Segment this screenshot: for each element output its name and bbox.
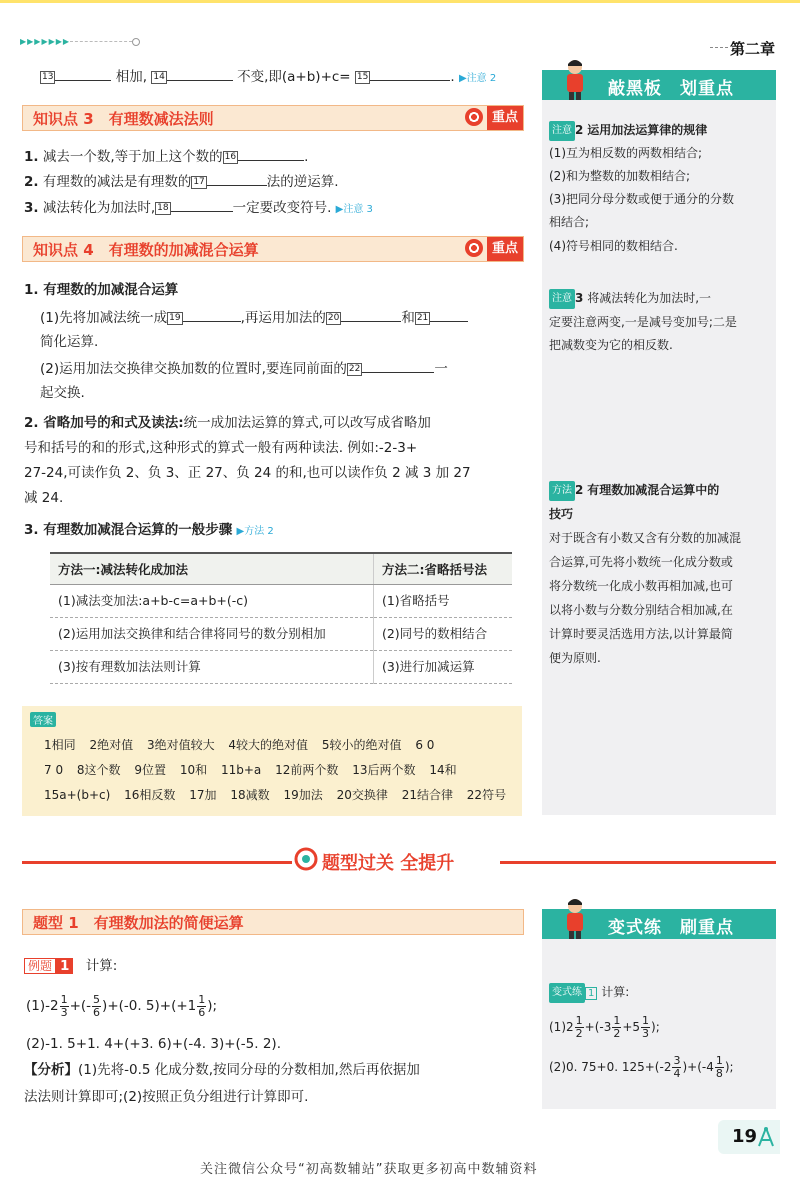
text: (2)运用加法交换律交换加数的位置时,要连同前面的 <box>40 361 347 377</box>
denominator: 2 <box>613 1027 621 1040</box>
note-line: (3)把同分母分数或便于通分的分数 <box>549 192 734 206</box>
section-header-3 <box>22 105 524 131</box>
text: (1)-2 <box>26 998 59 1014</box>
text: 和 <box>401 310 415 326</box>
dashed-divider <box>70 41 132 42</box>
fraction <box>197 994 206 1019</box>
fraction <box>672 1055 681 1080</box>
numerator: 1 <box>715 1054 723 1067</box>
item-number: 1. <box>24 149 39 165</box>
blank-number: 18 <box>157 202 169 213</box>
answer-item: 5较小的绝对值 <box>321 738 402 752</box>
answer-item: 21结合律 <box>401 788 453 802</box>
exercise-1 <box>549 1014 660 1040</box>
rule-item-2 <box>24 172 339 192</box>
text: +(- <box>69 998 92 1014</box>
text: 计算: <box>601 985 630 999</box>
steps-table <box>50 552 512 684</box>
answer-item: 9位置 <box>134 763 167 777</box>
text: 法的逆运算. <box>266 174 339 190</box>
denominator: 2 <box>575 1027 583 1040</box>
fraction <box>612 1015 621 1040</box>
page-number-box <box>718 1120 780 1154</box>
question-2: (2)-1. 5+1. 4+(+3. 6)+(-4. 3)+(-5. 2). <box>26 1036 281 1052</box>
example-title <box>24 956 117 976</box>
answer-item: 10和 <box>179 763 208 777</box>
text: . <box>304 149 309 165</box>
blank-number: 16 <box>224 151 237 162</box>
analysis-line: 法法则计算即可;(2)按照正负分组进行计算即可. <box>24 1089 309 1105</box>
sidebar-header <box>542 909 776 939</box>
text: 不变,即(a+b)+c= <box>237 69 351 85</box>
item-number: 2. <box>24 174 39 190</box>
blank <box>430 321 468 322</box>
sidebar-title: 变式练 刷重点 <box>608 918 734 938</box>
text-line: 号和括号的和的形式,这种形式的算式一般有两种读法. 例如:-2-3+ <box>24 440 418 456</box>
note-tag: 注意 <box>549 289 575 309</box>
fraction <box>575 1015 584 1040</box>
note-reference-link[interactable]: ▶注意 2 <box>458 73 497 84</box>
top-fill-line <box>40 67 496 89</box>
analysis-line <box>24 1060 420 1080</box>
blank-number: 13 <box>42 71 54 82</box>
fraction <box>715 1055 724 1080</box>
table-header: 方法一:减法转化成加法 <box>50 553 373 585</box>
rule-item-3 <box>24 198 373 220</box>
numerator: 1 <box>575 1014 583 1027</box>
sidebar-title: 敲黑板 划重点 <box>608 79 734 99</box>
text: 减法转化为加法时, <box>42 200 156 216</box>
method-title: 有理数加减混合运算中的 <box>587 483 720 497</box>
denominator: 6 <box>198 1005 206 1019</box>
answer-row-2 <box>44 761 467 778</box>
answer-row-3 <box>44 786 516 803</box>
note-line: (2)和为整数的加数相结合; <box>549 169 691 183</box>
text: 有理数的减法是有理数的 <box>42 174 192 190</box>
sidebar-header <box>542 70 776 100</box>
blank-number: 17 <box>193 176 205 187</box>
method-line: 以将小数与分数分别结合相加减,在 <box>549 603 733 617</box>
note-number: 2 <box>575 123 584 137</box>
denominator: 3 <box>642 1027 650 1040</box>
example-number: 1 <box>56 958 73 974</box>
answer-row-1 <box>44 736 444 753</box>
numerator: 1 <box>613 1014 621 1027</box>
note-line: 定要注意两变,一是减号变加号;二是 <box>549 315 737 329</box>
fraction <box>92 994 101 1019</box>
question-1 <box>26 992 217 1020</box>
text-line <box>40 359 448 379</box>
subsection-title: 2. 省略加号的和式及读法: <box>24 415 184 431</box>
denominator: 3 <box>60 1005 68 1019</box>
numerator: 1 <box>60 992 68 1006</box>
top-strip <box>0 0 800 3</box>
table-cell: (3)进行加减运算 <box>373 651 512 684</box>
blank-number: 15 <box>356 71 369 82</box>
blank <box>183 321 241 322</box>
text: (1)先将-0.5 化成分数,按同分母的分数相加,然后再依据加 <box>78 1062 420 1078</box>
blank <box>238 160 304 161</box>
target-icon <box>465 108 483 126</box>
text: (1)2 <box>549 1020 574 1034</box>
numerator: 5 <box>93 992 101 1006</box>
answer-item: 6 0 <box>415 738 435 752</box>
text-line <box>24 520 274 542</box>
exercise-tag: 变式练 <box>549 983 585 1003</box>
item-number: 3. <box>24 200 39 216</box>
answer-item: 20交换律 <box>336 788 388 802</box>
answer-item: 14和 <box>429 763 457 777</box>
text: ); <box>724 1060 734 1074</box>
text: )+(-0. 5)+(+1 <box>102 998 197 1014</box>
type-header-1 <box>22 909 524 935</box>
method-line: 合运算,可先将小数统一化成分数或 <box>549 555 733 569</box>
teacher-icon <box>560 897 590 939</box>
blank <box>55 80 111 81</box>
note-line: (4)符号相同的数相结合. <box>549 239 678 253</box>
answer-item: 4较大的绝对值 <box>228 738 309 752</box>
table-cell: (2)同号的数相结合 <box>373 618 512 651</box>
text-line: 27-24,可读作负 2、负 3、正 27、负 24 的和,也可以读作负 2 减 3 加 27 <box>24 465 471 481</box>
text: ); <box>651 1020 660 1034</box>
footer-text: 关注微信公众号“初高数辅站”获取更多初高中数辅资料 <box>200 1162 538 1177</box>
circle-decoration-icon <box>132 38 140 46</box>
text: (1)先将加减法统一成 <box>40 310 168 326</box>
dashed-divider <box>710 47 728 48</box>
table-cell: (2)运用加法交换律和结合律将同号的数分别相加 <box>50 618 373 651</box>
section-title: 知识点 4 有理数的加减混合运算 <box>33 241 259 259</box>
answer-item: 1相同 <box>44 738 76 752</box>
text: 一定要改变符号. <box>232 200 332 216</box>
method-line: 计算时要灵活选用方法,以计算最简 <box>549 627 733 641</box>
method-number: 2 <box>575 483 584 497</box>
answer-box <box>22 706 522 816</box>
type-title: 题型 1 有理数加法的简便运算 <box>33 914 244 932</box>
note-tag: 注意 <box>549 121 575 141</box>
answer-item: 16相反数 <box>124 788 176 802</box>
banner-title: 题型过关 全提升 <box>322 853 455 874</box>
answer-item: 12前两个数 <box>275 763 339 777</box>
note-line: 把减数变为它的相反数. <box>549 338 673 352</box>
numerator: 1 <box>198 992 206 1006</box>
answer-item: 8这个数 <box>76 763 121 777</box>
note-2-title <box>549 120 707 141</box>
blank-number: 22 <box>348 363 361 374</box>
chapter-title: 第二章 <box>730 40 776 58</box>
fraction <box>641 1015 650 1040</box>
text: )+(-4 <box>682 1060 714 1074</box>
text-line <box>24 413 431 433</box>
blank-number: 19 <box>169 312 181 323</box>
table-row <box>50 618 512 651</box>
note-line: 相结合; <box>549 215 590 229</box>
answer-item: 19加法 <box>283 788 323 802</box>
subsection-title: 3. 有理数加减混合运算的一般步骤 <box>24 522 233 538</box>
text: 统一成加法运算的算式,可以改写成省略加 <box>183 415 431 431</box>
blank <box>341 321 401 322</box>
denominator: 4 <box>673 1067 681 1080</box>
note-title: 运用加法运算律的规律 <box>587 123 708 137</box>
answer-item: 15a+(b+c) <box>44 788 111 802</box>
compass-icon <box>756 1126 776 1148</box>
page-number: 19 <box>732 1126 758 1147</box>
text-line: 简化运算. <box>40 334 99 350</box>
method-tag: 方法 <box>549 481 575 501</box>
denominator: 8 <box>715 1067 723 1080</box>
answer-label: 答案 <box>30 712 56 727</box>
text: +(-3 <box>584 1020 612 1034</box>
blank <box>167 80 233 81</box>
banner-line-right <box>500 861 776 864</box>
key-point-badge: 重点 <box>487 237 523 261</box>
numerator: 1 <box>642 1014 650 1027</box>
text: 一 <box>434 361 448 377</box>
method-title: 技巧 <box>549 507 574 521</box>
blank <box>370 80 450 81</box>
blank-number: 20 <box>327 312 340 323</box>
table-cell: (3)按有理数加法法则计算 <box>50 651 373 684</box>
text: 相加, <box>115 69 148 85</box>
answer-item: 13后两个数 <box>352 763 416 777</box>
text: ,再运用加法的 <box>240 310 326 326</box>
table-cell: (1)省略括号 <box>373 585 512 618</box>
blank <box>171 211 233 212</box>
swirl-icon <box>294 847 318 871</box>
method-2-title <box>549 480 719 501</box>
text: 减去一个数,等于加上这个数的 <box>42 149 223 165</box>
key-point-badge: 重点 <box>487 106 523 130</box>
table-header-row <box>50 553 512 585</box>
text: ); <box>207 998 218 1014</box>
target-icon <box>465 239 483 257</box>
exercise-title <box>549 982 629 1004</box>
note-number: 3 <box>575 291 584 305</box>
text: 计算: <box>85 958 118 974</box>
blank-number: 14 <box>153 71 165 82</box>
banner-line-left <box>22 861 292 864</box>
rule-item-1 <box>24 147 308 167</box>
numerator: 3 <box>673 1054 681 1067</box>
section-title: 知识点 3 有理数减法法则 <box>33 110 214 128</box>
teacher-icon <box>560 58 590 100</box>
answer-item: 3绝对值较大 <box>146 738 215 752</box>
fraction <box>60 994 69 1019</box>
answer-item: 22符号 <box>466 788 507 802</box>
exercise-number: 1 <box>585 987 597 1000</box>
method-line: 将分数统一化成小数再相加减,也可 <box>549 579 733 593</box>
answer-item: 2绝对值 <box>89 738 134 752</box>
answer-item: 18减数 <box>230 788 270 802</box>
example-tag: 例题 <box>24 958 56 974</box>
answer-item: 7 0 <box>44 763 64 777</box>
table-header: 方法二:省略括号法 <box>373 553 512 585</box>
text: (2)0. 75+0. 125+(-2 <box>549 1060 672 1074</box>
note-reference-link[interactable]: ▶注意 3 <box>335 204 373 215</box>
text: +5 <box>622 1020 641 1034</box>
analysis-label: 【分析】 <box>24 1062 78 1078</box>
section-header-4 <box>22 236 524 262</box>
table-row <box>50 651 512 684</box>
text-line: 减 24. <box>24 490 64 506</box>
method-reference-link[interactable]: ▶方法 2 <box>236 526 274 537</box>
text: . <box>450 69 455 85</box>
blank <box>362 372 434 373</box>
note-3-line <box>549 288 711 309</box>
exercise-2 <box>549 1054 734 1080</box>
text-line <box>40 308 468 328</box>
method-line: 对于既含有小数又含有分数的加减混 <box>549 531 742 545</box>
blank <box>207 185 267 186</box>
denominator: 6 <box>93 1005 101 1019</box>
note-line: 将减法转化为加法时,一 <box>587 291 712 305</box>
subsection-title: 1. 有理数的加减混合运算 <box>24 282 179 298</box>
blank-number: 21 <box>416 312 429 323</box>
arrows-decoration-icon: ▶▶▶▶▶▶▶ <box>20 37 71 46</box>
text-line: 起交换. <box>40 385 85 401</box>
method-line: 便为原则. <box>549 651 601 665</box>
table-cell: (1)减法变加法:a+b-c=a+b+(-c) <box>50 585 373 618</box>
table-row <box>50 585 512 618</box>
note-line: (1)互为相反数的两数相结合; <box>549 146 703 160</box>
answer-item: 17加 <box>189 788 217 802</box>
answer-item: 11b+a <box>220 763 262 777</box>
